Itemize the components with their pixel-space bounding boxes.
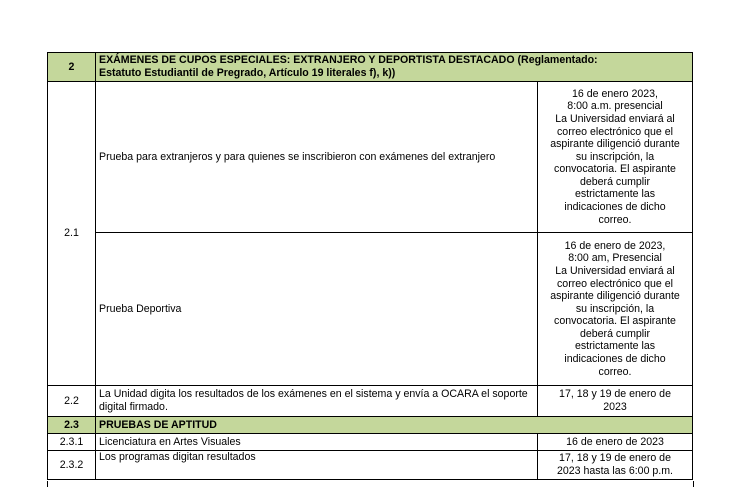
- row-number: 2.1: [48, 82, 96, 386]
- date-line: 17, 18 y 19 de enero de: [559, 452, 671, 465]
- date-line: correo.: [598, 213, 632, 226]
- schedule-table: [47, 52, 693, 480]
- date-line: 8:00 am, Presencial: [568, 252, 662, 265]
- activity-description: Prueba Deportiva: [96, 233, 538, 386]
- date-line: estrictamente las: [574, 340, 656, 353]
- date-line: 16 de enero 2023,: [572, 87, 659, 100]
- section-title-line: EXÁMENES DE CUPOS ESPECIALES: EXTRANJERO Y DEPORTISTA DESTACADO (Reglamentado:: [99, 54, 598, 67]
- activity-description: Prueba para extranjeros y para quienes se inscribieron con exámenes del extranjero: [96, 82, 538, 233]
- date-line: su inscripción, la: [575, 302, 655, 315]
- section-title: PRUEBAS DE APTITUD: [96, 417, 693, 434]
- table-row: [48, 434, 693, 451]
- activity-description: La Unidad digita los resultados de los exámenes en el sistema y envía a OCARA el soporte digital firmado.: [96, 386, 538, 417]
- date-line: su inscripción, la: [575, 150, 655, 163]
- table-row: [48, 82, 693, 233]
- date-line: aspirante diligenció durante: [550, 290, 680, 303]
- activity-date: [538, 451, 693, 480]
- date-line: convocatoria. El aspirante: [554, 315, 676, 328]
- date-line: deberá cumplir: [579, 327, 651, 340]
- date-line: indicaciones de dicho: [564, 201, 666, 214]
- date-line: estrictamente las: [574, 188, 656, 201]
- row-number: 2.2: [48, 386, 96, 417]
- section-title-line: Estatuto Estudiantil de Pregrado, Artículo 19 literales f), k)): [99, 67, 396, 79]
- date-line: 17, 18 y 19 de enero de: [559, 388, 671, 401]
- date-line: 2023 hasta las 6:00 p.m.: [556, 465, 674, 477]
- date-line: aspirante diligenció durante: [550, 138, 680, 151]
- date-line: correo electrónico que el: [557, 125, 674, 138]
- date-line: correo electrónico que el: [557, 277, 674, 290]
- table-continuation: [47, 481, 694, 487]
- date-line: deberá cumplir: [579, 175, 651, 188]
- date-line: La Universidad enviará al: [555, 112, 675, 125]
- date-line: La Universidad enviará al: [555, 264, 675, 277]
- date-line: 16 de enero de 2023,: [564, 239, 666, 252]
- table-row: [48, 233, 693, 386]
- section-title: [96, 53, 693, 82]
- activity-date: [538, 82, 693, 233]
- section-number: 2: [48, 53, 96, 82]
- date-line: convocatoria. El aspirante: [554, 163, 676, 176]
- activity-date: [538, 233, 693, 386]
- section-number: 2.3: [48, 417, 96, 434]
- activity-description: Los programas digitan resultados: [96, 451, 538, 480]
- date-line: correo.: [598, 365, 632, 378]
- date-line: 8:00 a.m. presencial: [567, 100, 663, 113]
- section-header-row: [48, 53, 693, 82]
- table-row: [48, 386, 693, 417]
- activity-date: 16 de enero de 2023: [538, 434, 693, 451]
- activity-date: [538, 386, 693, 417]
- activity-description: Licenciatura en Artes Visuales: [96, 434, 538, 451]
- section-header-row: [48, 417, 693, 434]
- row-number: 2.3.1: [48, 434, 96, 451]
- row-number: 2.3.2: [48, 451, 96, 480]
- date-line: indicaciones de dicho: [564, 353, 666, 366]
- date-line: 2023: [603, 401, 627, 413]
- table-row: [48, 451, 693, 480]
